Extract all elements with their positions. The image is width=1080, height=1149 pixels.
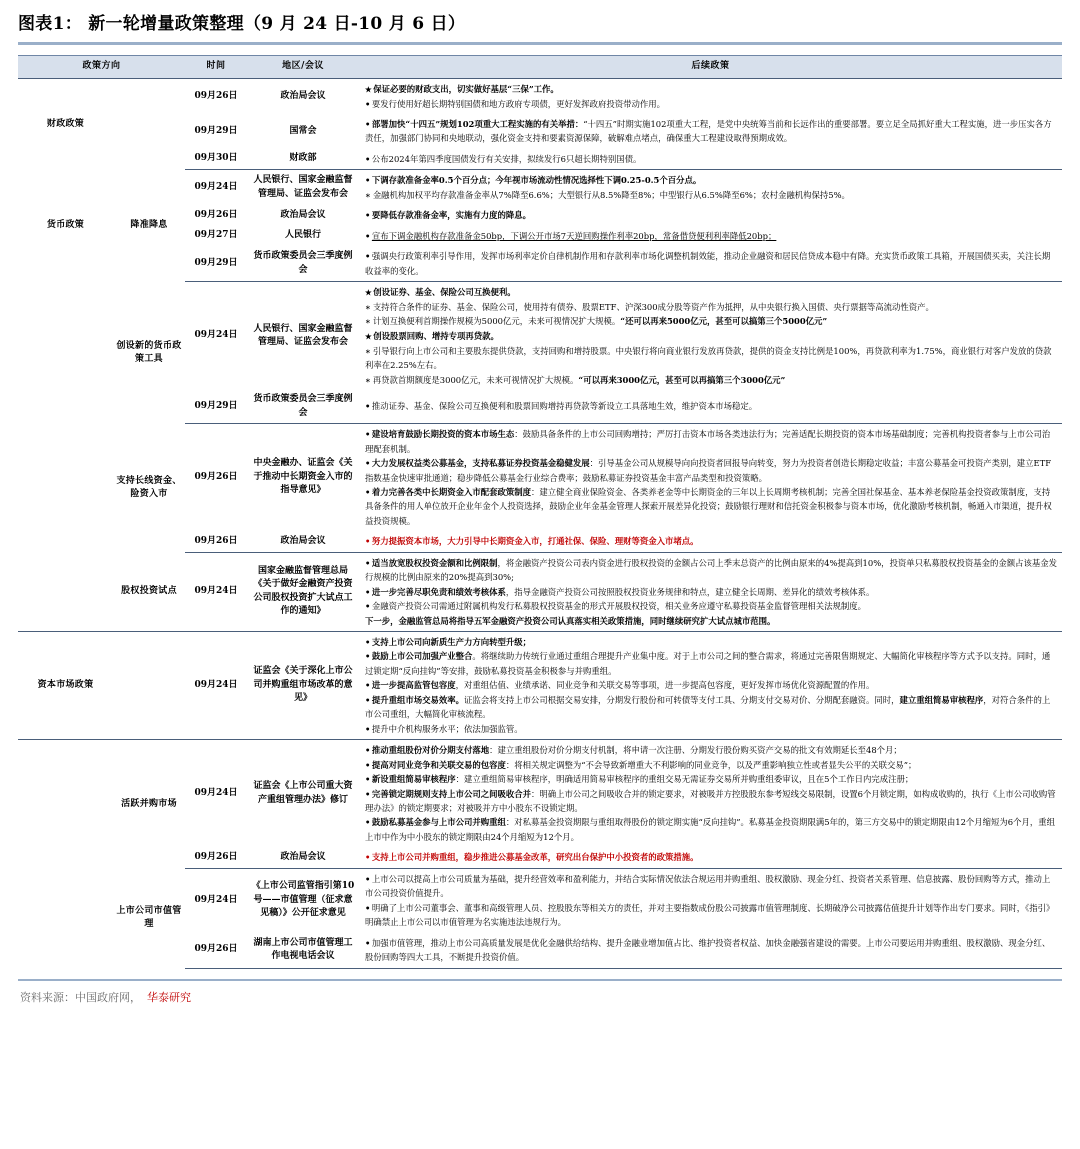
- policy-paragraph: [365, 599, 1058, 613]
- paragraph-text: ：明确上市公司之间吸收合并的锁定要求，对被吸并方控股股东参考短线交易限制，设置6个月锁定期，如构成收购的，执行《上市公司收购管理办法》的锁定期要求；对被吸并方中小股东不设锁定期。: [365, 788, 1056, 814]
- policy-paragraph: [365, 614, 1058, 628]
- policy-organization-cell: 货币政策委员会三季度例会: [247, 390, 359, 424]
- policy-paragraph: [365, 693, 1058, 722]
- paragraph-tail: ，对符合条件的上市公司重组，大幅简化审核流程。: [365, 694, 1051, 720]
- policy-paragraph: [365, 373, 1058, 387]
- policy-organization-cell: 人民银行、国家金融监督管理局、证监会发布会: [253, 323, 353, 348]
- paragraph-text: 加强市值管理，推动上市公司高质量发展是优化金融供给结构、提升金融业增加值占比、维护投资者权益、加快金融强省建设的需要。上市公司要运用并购重组、股权激励、现金分红、股份回购等四大工具，不断提升投资价值。: [365, 937, 1051, 963]
- paragraph-text: 明确了上市公司董事会、董事和高级管理人员、控股股东等相关方的责任，并对主要指数成份股公司披露市值管理制度、长期破净公司披露估值提升计划等作出专门要求。同时，《指引》明确禁止上市公司以市值管理为名实施违法违规行为。: [365, 902, 1055, 928]
- paragraph-text: 下调存款准备金率0.5个百分点；今年视市场流动性情况选择性下调0.25-0.5个百分点。: [371, 175, 702, 186]
- paragraph-text: 保证必要的财政支出，切实做好基层“三保”工作。: [373, 83, 559, 94]
- policy-paragraph: [365, 635, 1058, 649]
- policy-date-cell: 09月29日: [185, 246, 247, 281]
- paragraph-text: ：建立重组股份对价分期支付机制，将申请一次注册、分期发行股份购买资产交易的批文有效期延长至48个月；: [489, 745, 902, 756]
- policy-paragraph: [365, 329, 1058, 344]
- table-row: [18, 552, 1062, 631]
- policy-direction-cell: 财政政策: [46, 118, 85, 129]
- policy-date-cell: 09月24日: [185, 552, 247, 631]
- table-row: [18, 424, 1062, 532]
- table-body: [18, 78, 1062, 968]
- paragraph-lead: 完善锁定期规则支持上市公司之间吸收合并: [371, 788, 531, 799]
- paragraph-text: ：建立健全商业保险资金、各类养老金等中长期资金的三年以上长周期考核机制；完善全国社保基金、基本养老保险基金投资政策制度，支持具备条件的用人单位放开企业年金个人投资选择，鼓励企业年金基金管理人探索开展差异化投资；鼓励银行理财和信托资金积极参与资本市场，优化激励考核机制，畅通入市渠道，提升权益投资规模。: [365, 486, 1052, 526]
- policy-date-cell: 09月26日: [185, 847, 247, 868]
- policy-paragraph: [365, 585, 1058, 599]
- policy-subcategory-cell: 活跃并购市场: [121, 798, 177, 809]
- policy-date-cell: 09月24日: [194, 787, 238, 798]
- paragraph-lead: 建设培育鼓励长期投资的资本市场生态: [371, 429, 515, 440]
- paragraph-text: 支持上市公司并购重组，稳步推进公募基金改革，研究出台保护中小投资者的政策措施。: [371, 852, 699, 863]
- policy-paragraph: [365, 456, 1058, 485]
- paragraph-text: ：引导基金公司从规模导向向投资者回报导向转变，努力为投资者创造长期稳定收益；丰富公募基金可投资产类别，建立ETF指数基金快速审批通道；稳步降低公募基金行业综合费率；鼓励私募证券投资基金丰富产品类型和投资策略。: [365, 458, 1052, 483]
- paragraph-text: 创设证券、基金、保险公司互换便利。: [373, 287, 516, 298]
- paragraph-text: 要发行使用好超长期特别国债和地方政府专项债，更好发挥政府投资带动作用。: [371, 98, 665, 109]
- policy-paragraph: [365, 300, 1058, 314]
- policy-paragraph: [365, 722, 1058, 736]
- policy-paragraph: [365, 117, 1058, 146]
- paragraph-text: “十四五”时期实施102项重大工程，是党中央统筹当前和长远作出的重要部署。要立足全局抓好重大工程实施，进一步压实各方责任，加强部门协同和央地联动，强化资金支持和要素资源保障，破解难点堵点，确保重大工程建设取得预期成效。: [365, 119, 1052, 144]
- policy-paragraph: [365, 649, 1058, 678]
- policy-organization-cell: 财政部: [247, 149, 359, 170]
- page-title: 图表1： 新一轮增量政策整理（9 月 24 日-10 月 6 日）: [18, 14, 466, 34]
- paragraph-lead: 鼓励私募基金参与上市公司并购重组: [371, 817, 506, 828]
- policy-subcategory-cell: [113, 632, 185, 740]
- paragraph-lead: 鼓励上市公司加强产业整合: [371, 651, 473, 662]
- column-header-time: 时间: [185, 56, 247, 79]
- policy-date-cell: 09月24日: [194, 894, 238, 905]
- table-row: [18, 282, 1062, 391]
- policy-paragraph: [365, 173, 1058, 187]
- table-row: [18, 78, 1062, 114]
- paragraph-lead: 进一步完善尽职免责和绩效考核体系: [371, 586, 506, 597]
- policy-organization-cell: 货币政策委员会三季度例会: [247, 246, 359, 281]
- followup-policy-cell: [359, 282, 1062, 391]
- policy-table: [18, 55, 1062, 969]
- policy-date-cell: 09月24日: [194, 181, 238, 192]
- paragraph-text: 支持符合条件的证券、基金、保险公司，使用持有债券、股票ETF、沪深300成分股等资产作为抵押，从中央银行换入国债、央行票据等高流动性资产。: [372, 301, 934, 312]
- column-header-direction: 政策方向: [18, 56, 185, 79]
- paragraph-text: 下一步，金融监管总局将指导五军金融资产投资公司认真落实相关政策措施，同时继续研究扩大试点城市范围。: [365, 615, 776, 626]
- policy-date-cell: 09月29日: [185, 390, 247, 424]
- paragraph-text: 提升中介机构服务水平；依法加强监管。: [371, 723, 523, 734]
- policy-paragraph: [365, 772, 1058, 786]
- paragraph-lead: 推动重组股份对价分期支付落地: [371, 745, 490, 756]
- policy-subcategory-cell: 上市公司市值管理: [116, 906, 182, 930]
- policy-direction-cell: [18, 868, 113, 968]
- policy-paragraph: [365, 534, 1058, 548]
- paragraph-text: 金融机构加权平均存款准备金率从7%降至6.6%；大型银行从8.5%降至8%；中型银行从6.5%降至6%；农村金融机构保持5%。: [372, 189, 850, 200]
- policy-date-cell: 09月27日: [194, 230, 238, 241]
- policy-subcategory-cell: 创设新的货币政策工具: [116, 340, 182, 364]
- policy-date-cell: 09月24日: [185, 632, 247, 740]
- policy-paragraph: [365, 229, 1058, 243]
- policy-direction-cell: [18, 552, 113, 631]
- policy-direction-cell: [18, 424, 113, 553]
- policy-paragraph: [365, 901, 1058, 930]
- policy-paragraph: [365, 758, 1058, 772]
- paragraph-lead: 部署加快“十四五”规划102项重大工程实施的有关举措：: [371, 119, 584, 130]
- policy-date-cell: 09月26日: [194, 471, 238, 482]
- paragraph-text: ，将金融资产投资公司表内资金进行股权投资的金额占公司上季末总资产的比例由原来的4%提高到10%，投资单只私募股权投资基金的金额占该基金发行规模的比例由原来的20%提高到30%;: [365, 557, 1058, 583]
- policy-paragraph: [365, 485, 1058, 528]
- followup-policy-cell: [359, 149, 1062, 170]
- followup-policy-cell: [359, 170, 1062, 205]
- followup-policy-cell: [359, 632, 1062, 740]
- column-header-region-meeting: 地区/会议: [247, 56, 359, 79]
- table-row: [18, 740, 1062, 848]
- policy-organization-cell: 证监会《上市公司重大资产重组管理办法》修订: [253, 781, 353, 805]
- policy-direction-cell: [18, 282, 113, 424]
- paragraph-text: 推动证券、基金、保险公司互换便利和股票回购增持再贷款等新设立工具落地生效，维护资本市场稳定。: [371, 401, 758, 412]
- policy-paragraph: [365, 82, 1058, 97]
- paragraph-text: ：鼓励具备条件的上市公司回购增持；严厉打击资本市场各类违法行为；完善适配长期投资的资本市场基础制度；完善机构投资者参与上市公司治理配套机制。: [365, 429, 1051, 454]
- paragraph-text: 金融资产投资公司需通过附属机构发行私募股权投资基金的形式开展股权投资，相关业务应遵守私募投资基金监督管理相关法规制度。: [371, 601, 866, 612]
- table-row: [18, 868, 1062, 932]
- paragraph-text: ，指导金融资产投资公司按照股权投资业务规律和特点，建立健全长周期、差异化的绩效考核体系。: [505, 586, 875, 597]
- policy-paragraph: [365, 787, 1058, 816]
- paragraph-text: 要降低存款准备金率，实施有力度的降息。: [371, 210, 531, 221]
- policy-organization-cell: 国常会: [289, 125, 317, 136]
- policy-date-cell: 09月24日: [194, 330, 238, 341]
- followup-policy-cell: [359, 246, 1062, 281]
- paragraph-lead: 新设重组简易审核程序: [371, 774, 456, 785]
- table-header: [18, 56, 1062, 79]
- policy-organization-cell: 国家金融监督管理总局《关于做好金融资产投资公司股权投资扩大试点工作的通知》: [247, 552, 359, 631]
- paragraph-lead: 提升重组市场交易效率。: [371, 694, 464, 705]
- paragraph-text: 创设股票回购、增持专项再贷款。: [373, 330, 499, 341]
- paragraph-text: ：将相关规定调整为“不会导致新增重大不利影响的同业竞争，以及严重影响独立性或者显失公平的关联交易”；: [505, 759, 917, 770]
- policy-paragraph: [365, 850, 1058, 864]
- followup-policy-cell: [359, 740, 1062, 848]
- policy-date-cell: 09月29日: [194, 125, 238, 136]
- policy-date-cell: 09月26日: [194, 209, 238, 220]
- policy-table-container: [0, 45, 1080, 969]
- source-brand: 华泰研究: [147, 990, 191, 1004]
- policy-direction-cell: [18, 740, 113, 869]
- paragraph-text: 计划互换便利首期操作规模为5000亿元，未来可视情况扩大规模。: [372, 316, 621, 327]
- policy-paragraph: [365, 314, 1058, 328]
- policy-paragraph: [365, 152, 1058, 166]
- policy-organization-cell: 政治局会议: [280, 209, 326, 220]
- followup-policy-cell: [359, 114, 1062, 149]
- policy-paragraph: [365, 344, 1058, 373]
- source-label: 资料来源：中国政府网，: [20, 990, 141, 1004]
- followup-policy-cell: [359, 390, 1062, 424]
- policy-paragraph: [365, 249, 1058, 278]
- paragraph-quote: “还可以再来5000亿元，甚至可以搞第三个5000亿元”: [620, 316, 828, 327]
- table-row: [18, 632, 1062, 740]
- paragraph-text: 证监会将支持上市公司根据交易安排，分期发行股份和可转债等支付工具、分期支付交易对价、分期配套融资。同时，: [464, 694, 900, 705]
- followup-policy-cell: [359, 933, 1062, 968]
- policy-paragraph: [365, 556, 1058, 585]
- policy-organization-cell: 政治局会议: [247, 847, 359, 868]
- policy-organization-cell: 政治局会议: [280, 90, 326, 101]
- paragraph-text: 努力提振资本市场，大力引导中长期资金入市，打通社保、保险、理财等资金入市堵点。: [371, 536, 699, 547]
- policy-direction-cell: 资本市场政策: [18, 632, 113, 740]
- table-row: [18, 170, 1062, 205]
- policy-date-cell: 09月30日: [185, 149, 247, 170]
- followup-policy-cell: [359, 78, 1062, 114]
- policy-organization-cell: 人民银行: [285, 230, 322, 241]
- paragraph-text: 引导银行向上市公司和主要股东提供贷款，支持回购和增持股票。中央银行将向商业银行发放再贷款，提供的资金支持比例是100%，再贷款利率为1.75%，商业银行对客户发放的贷款利率在2.25%左右。: [365, 345, 1052, 371]
- policy-organization-cell: 湖南上市公司市值管理工作电视电话会议: [247, 933, 359, 968]
- policy-date-cell: 09月26日: [185, 531, 247, 552]
- paragraph-lead: 提高对同业竞争和关联交易的包容度: [371, 759, 506, 770]
- policy-paragraph: [365, 97, 1058, 111]
- paragraph-text: 支持上市公司向新质生产力方向转型升级；: [371, 637, 531, 648]
- paragraph-text: 。将继续助力传统行业通过重组合理提升产业集中度。对于上市公司之间的整合需求，将通过完善限售期规定、大幅简化审核程序等方式予以支持。同时，通过锁定期“反向挂钩”等安排，鼓励私募投资基金积极参与并购重组。: [365, 651, 1051, 676]
- policy-subcategory-cell: 降准降息: [130, 220, 168, 231]
- paragraph-text: 公布2024年第四季度国债发行有关安排，拟续发行6只超长期特别国债。: [371, 153, 642, 164]
- paragraph-quote: “可以再来3000亿元，甚至可以再搞第三个3000亿元”: [578, 374, 786, 385]
- followup-policy-cell: [359, 205, 1062, 225]
- policy-paragraph: [365, 285, 1058, 300]
- paragraph-text: ：对私募基金投资期限与重组取得股份的锁定期实施“反向挂钩”。私募基金投资期限满5年的，第三方交易中的锁定期限由12个月缩短为6个月，重组上市中作为中小股东的锁定期限由24个月缩短为12个月。: [365, 817, 1055, 842]
- followup-policy-cell: [359, 868, 1062, 932]
- header-row: [18, 56, 1062, 79]
- policy-paragraph: [365, 188, 1058, 202]
- policy-subcategory-cell: 股权投资试点: [113, 552, 185, 631]
- paragraph-text: 强调央行政策利率引导作用，发挥市场利率定价自律机制作用和存款利率市场化调整机制效能，推动企业融资和居民信贷成本稳中有降。充实货币政策工具箱，开展国债买卖，关注长期收益率的变化。: [365, 251, 1051, 276]
- paragraph-text: 上市公司以提高上市公司质量为基础，提升经营效率和盈利能力，并结合实际情况依法合规运用并购重组、股权激励、现金分红、投资者关系管理、信息披露、股份回购等方式，推动上市公司投资价值提升。: [365, 873, 1051, 899]
- policy-paragraph: [365, 678, 1058, 692]
- policy-organization-cell: 《上市公司监管指引第10号——市值管理（征求意见稿）》公开征求意见: [251, 881, 355, 919]
- paragraph-emphasis: 建立重组简易审核程序: [899, 694, 984, 705]
- policy-paragraph: [365, 427, 1058, 456]
- paragraph-lead: 进一步提高监管包容度: [371, 680, 456, 691]
- policy-paragraph: [365, 815, 1058, 844]
- followup-policy-cell: [359, 552, 1062, 631]
- policy-paragraph: [365, 743, 1058, 757]
- followup-policy-cell: [359, 424, 1062, 532]
- source-note: [0, 981, 1080, 1015]
- policy-organization-cell: 人民银行、国家金融监督管理局、证监会发布会: [253, 175, 353, 199]
- policy-date-cell: 09月26日: [194, 90, 238, 101]
- paragraph-text: 宣布下调金融机构存款准备金50bp，下调公开市场7天逆回购操作利率20bp，常备借贷便利利率降低20bp；: [371, 230, 777, 241]
- policy-subcategory-cell: [113, 78, 185, 170]
- followup-policy-cell: [359, 226, 1062, 246]
- paragraph-text: ，对重组估值、业绩承诺、同业竞争和关联交易等事项，进一步提高包容度，更好发挥市场优化资源配置的作用。: [455, 680, 875, 691]
- paragraph-text: ：建立重组简易审核程序，明确适用简易审核程序的重组交易无需证券交易所并购重组委审议，且在5个工作日内完成注册；: [455, 774, 914, 785]
- followup-policy-cell: [359, 847, 1062, 868]
- column-header-followup-policy: 后续政策: [359, 56, 1062, 79]
- policy-direction-cell: 货币政策: [46, 220, 85, 231]
- policy-paragraph: [365, 399, 1058, 413]
- policy-paragraph: [365, 936, 1058, 965]
- policy-date-cell: 09月26日: [185, 933, 247, 968]
- paragraph-lead: 大力发展权益类公募基金，支持私募证券投资基金稳健发展: [371, 458, 590, 469]
- followup-policy-cell: [359, 531, 1062, 552]
- paragraph-lead: 适当放宽股权投资金额和比例限制: [371, 557, 498, 568]
- policy-paragraph: [365, 208, 1058, 222]
- policy-organization-cell: 中央金融办、证监会《关于推动中长期资金入市的指导意见》: [253, 458, 353, 496]
- paragraph-text: 再贷款首期额度是3000亿元，未来可视情况扩大规模。: [372, 374, 579, 385]
- policy-paragraph: [365, 872, 1058, 901]
- paragraph-lead: 着力完善各类中长期资金入市配套政策制度: [371, 486, 531, 497]
- policy-subcategory-cell: 支持长线资金、险资入市: [116, 475, 182, 499]
- policy-organization-cell: 证监会《关于深化上市公司并购重组市场改革的意见》: [247, 632, 359, 740]
- policy-organization-cell: 政治局会议: [247, 531, 359, 552]
